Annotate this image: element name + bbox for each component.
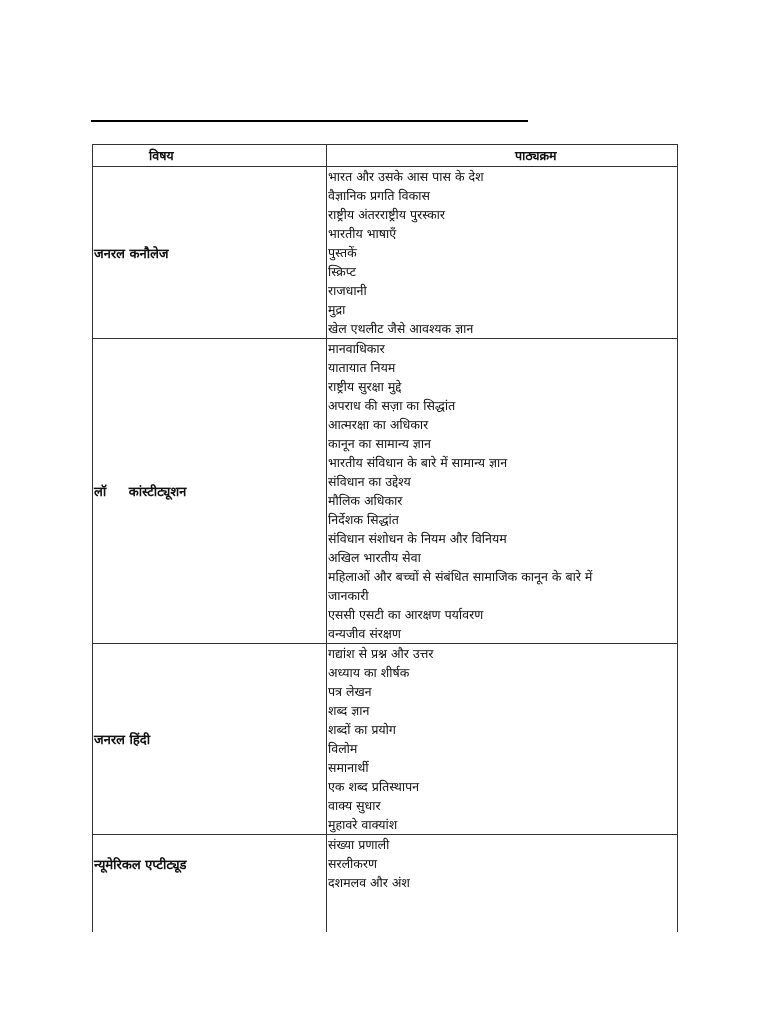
topic-item: आत्मरक्षा का अधिकार bbox=[328, 417, 429, 432]
topic-item: अपराध की सज़ा का सिद्धांत bbox=[328, 398, 456, 413]
topic-item: राष्ट्रीय सुरक्षा मुद्दे bbox=[328, 379, 402, 394]
topic-item: समानार्थी bbox=[328, 760, 369, 775]
topic-item: मुहावरे वाक्यांश bbox=[328, 817, 398, 832]
topic-item: मानवाधिकार bbox=[328, 341, 385, 356]
topic-item: एससी एसटी का आरक्षण पर्यावरण bbox=[328, 607, 484, 622]
topic-item: वन्यजीव संरक्षण bbox=[328, 626, 401, 641]
subject-general-knowledge: जनरल कनौलेज bbox=[93, 167, 327, 339]
topic-list bbox=[328, 167, 677, 338]
topic-item: एक शब्द प्रतिस्थापन bbox=[328, 779, 420, 794]
subject-law-constitution: लॉ कांस्टीट्यूशन bbox=[93, 339, 327, 644]
topic-item: मुद्रा bbox=[328, 302, 346, 317]
topic-item: शब्दों का प्रयोग bbox=[328, 722, 396, 737]
topic-item: वैज्ञानिक प्रगति विकास bbox=[328, 188, 430, 203]
topic-item: भारतीय संविधान के बारे में सामान्य ज्ञान bbox=[328, 455, 508, 470]
topic-item: पुस्तकें bbox=[328, 245, 357, 260]
topics-cell bbox=[327, 835, 678, 933]
table-header-row bbox=[93, 145, 678, 167]
header-topics: पाठ्यक्रम bbox=[327, 145, 678, 167]
topic-item: खेल एथलीट जैसे आवश्यक ज्ञान bbox=[328, 321, 474, 336]
table-row bbox=[93, 167, 678, 339]
topic-item: संख्या प्रणाली bbox=[328, 837, 390, 852]
syllabus-table bbox=[92, 144, 678, 932]
topic-item: सरलीकरण bbox=[328, 856, 378, 871]
topic-item: संविधान का उद्देश्य bbox=[328, 474, 411, 489]
header-subject: विषय bbox=[93, 145, 327, 167]
topic-item: यातायात नियम bbox=[328, 360, 396, 375]
topic-item: संविधान संशोधन के नियम और विनियम bbox=[328, 531, 507, 546]
topics-cell bbox=[327, 167, 678, 339]
topic-item: स्क्रिप्ट bbox=[328, 264, 356, 279]
topic-item: महिलाओं और बच्चों से संबंधित सामाजिक कानून के बारे में bbox=[328, 569, 593, 584]
topic-item: वाक्य सुधार bbox=[328, 798, 381, 813]
subject-numerical-aptitude: न्यूमेरिकल एप्टीट्यूड bbox=[93, 835, 327, 933]
topic-item: भारतीय भाषाएँ bbox=[328, 226, 397, 241]
topic-list bbox=[328, 339, 677, 643]
topic-list bbox=[328, 644, 677, 834]
table-row bbox=[93, 644, 678, 835]
topic-list bbox=[328, 835, 677, 892]
topic-item: मौलिक अधिकार bbox=[328, 493, 403, 508]
topic-item: अखिल भारतीय सेवा bbox=[328, 550, 421, 565]
topics-cell bbox=[327, 644, 678, 835]
topic-item: शब्द ज्ञान bbox=[328, 703, 370, 718]
topic-item: गद्यांश से प्रश्न और उत्तर bbox=[328, 646, 434, 661]
topic-item: पत्र लेखन bbox=[328, 684, 372, 699]
topic-item: दशमलव और अंश bbox=[328, 875, 410, 890]
topic-item: राष्ट्रीय अंतरराष्ट्रीय पुरस्कार bbox=[328, 207, 446, 222]
table-row bbox=[93, 339, 678, 644]
topic-item: निर्देशक सिद्धांत bbox=[328, 512, 399, 527]
topic-item: विलोम bbox=[328, 741, 358, 756]
topic-item: अध्याय का शीर्षक bbox=[328, 665, 410, 680]
table-row bbox=[93, 835, 678, 933]
top-rule bbox=[91, 120, 528, 122]
topic-item: भारत और उसके आस पास के देश bbox=[328, 169, 484, 184]
subject-general-hindi: जनरल हिंदी bbox=[93, 644, 327, 835]
topics-cell bbox=[327, 339, 678, 644]
topic-item: राजधानी bbox=[328, 283, 367, 298]
topic-item: कानून का सामान्य ज्ञान bbox=[328, 436, 431, 451]
topic-item: जानकारी bbox=[328, 588, 369, 603]
